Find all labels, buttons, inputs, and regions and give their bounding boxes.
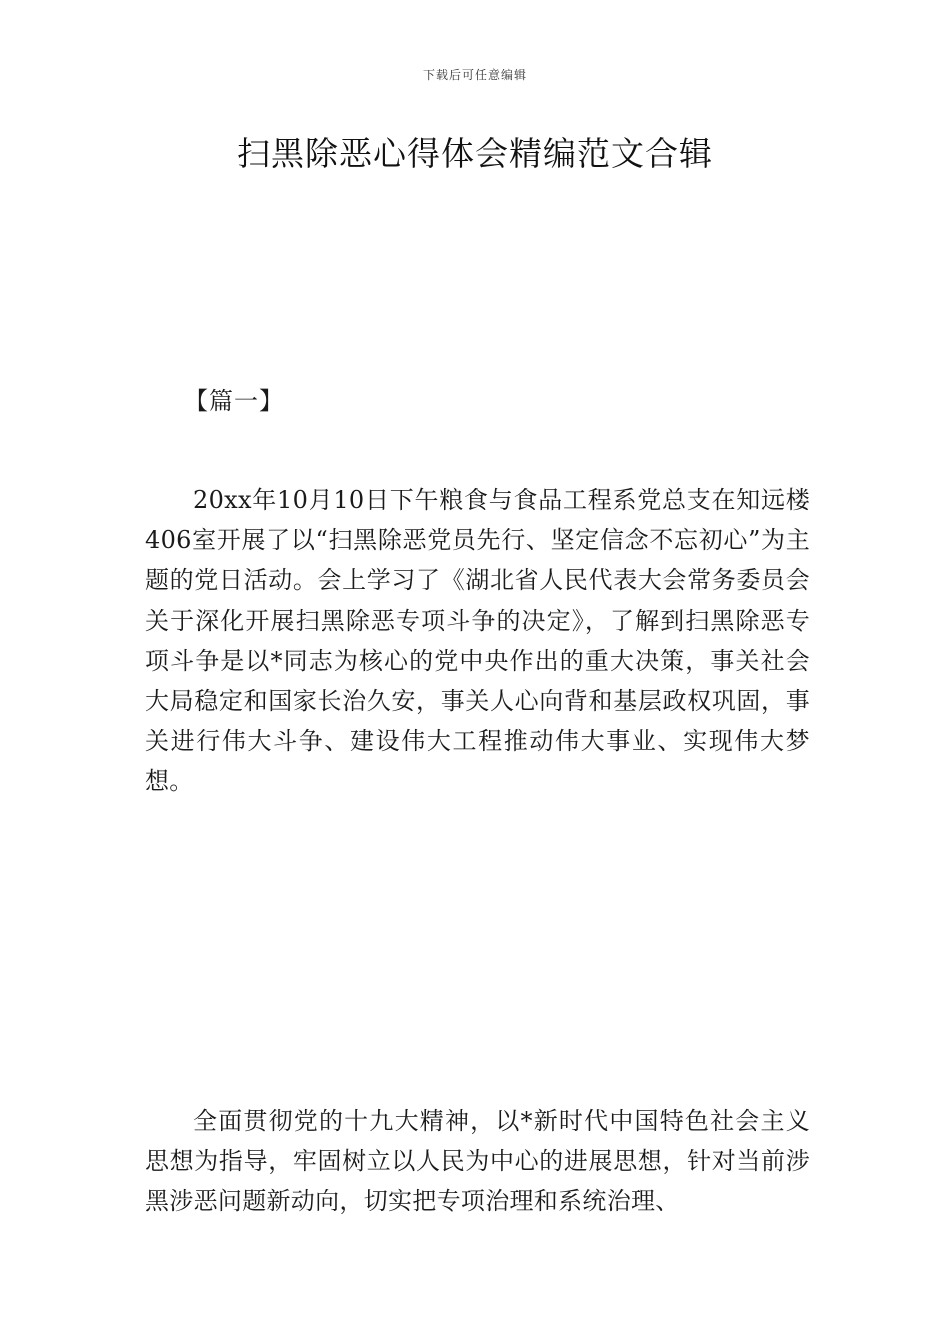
- document-title: 扫黑除恶心得体会精编范文合辑: [237, 134, 713, 173]
- body-paragraph: 全面贯彻党的十九大精神，以*新时代中国特色社会主义思想为指导，牢固树立以人民为中心的进展思想，针对当前涉黑涉恶问题新动向，切实把专项治理和系统治理、: [145, 1107, 810, 1216]
- body-paragraph: 20xx年10月10日下午粮食与食品工程系党总支在知远楼406室开展了以“扫黑除恶党员先行、坚定信念不忘初心”为主题的党日活动。会上学习了《湖北省人民代表大会常务委员会关于深化开展扫黑除恶专项斗争的决定》，了解到扫黑除恶专项斗争是以*同志为核心的党中央作出的重大决策，事关社会大局稳定和国家长治久安，事关人心向背和基层政权巩固，事关进行伟大斗争、建设伟大工程推动伟大事业、实现伟大梦想。: [145, 486, 810, 796]
- section-label: 【篇一】: [184, 387, 284, 415]
- header-note: 下载后可任意编辑: [422, 68, 527, 82]
